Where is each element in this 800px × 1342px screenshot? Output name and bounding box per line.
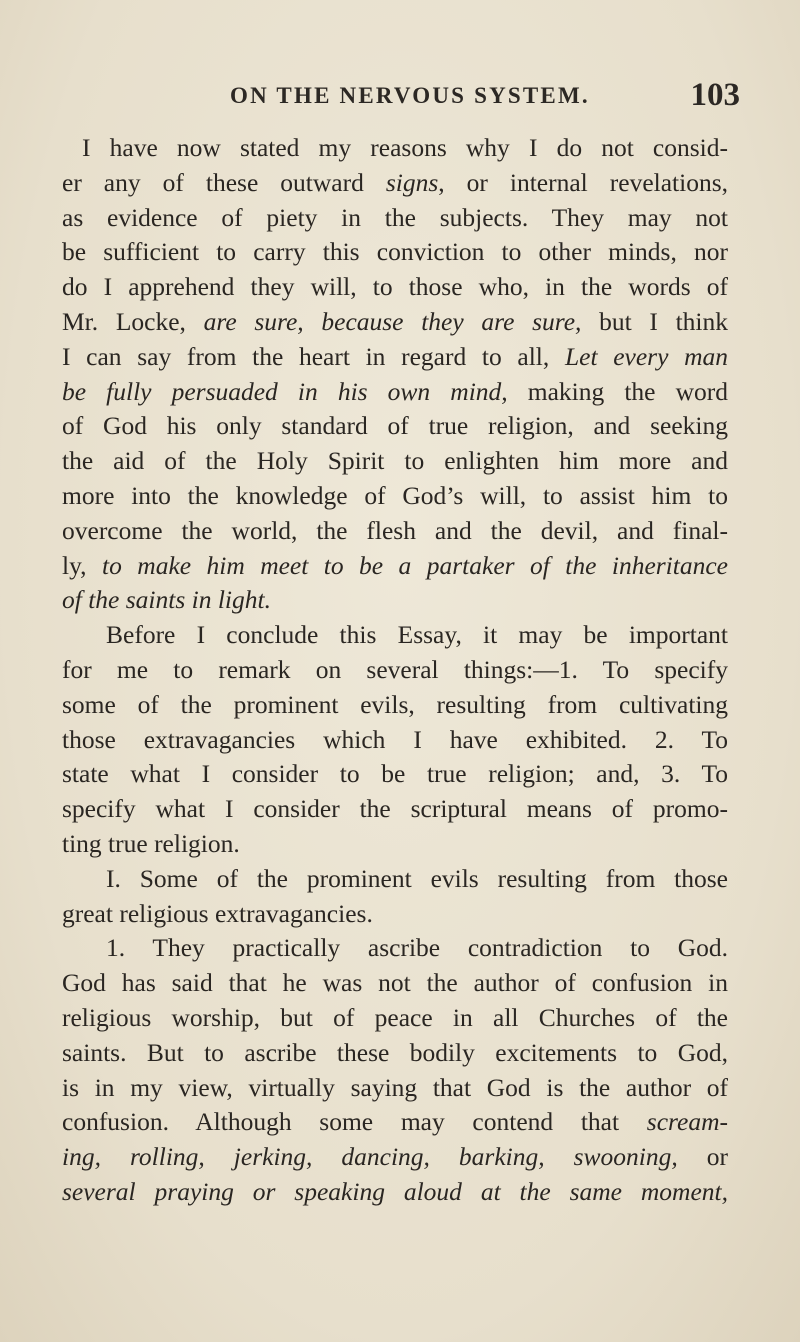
italic-phrase: to make him meet to be a partaker of the inheritance (102, 550, 728, 580)
text-line: do I apprehend they will, to those who, in the words of (62, 272, 728, 302)
text-line: some of the prominent evils, resulting from cultivating (62, 689, 728, 719)
text-line: I have now stated my reasons why I do not consid- (82, 133, 728, 162)
text-line: is in my view, virtually saying that God is the author of (62, 1072, 728, 1102)
text-line: of God his only standard of true religion, and seeking (62, 411, 728, 441)
text-line: state what I consider to be true religion; and, 3. To (62, 759, 728, 789)
italic-phrase: several praying or speaking aloud at the same moment, (62, 1176, 728, 1206)
text-line: Mr. Locke, are sure, because they are sure, but I think (62, 306, 728, 336)
text-line: I can say from the heart in regard to all, Let every man (62, 341, 728, 371)
text-line: Before I conclude this Essay, it may be important (106, 620, 728, 650)
text-line: specify what I consider the scriptural means of promo- (62, 794, 728, 824)
italic-phrase: ing, rolling, jerking, dancing, barking, swooning, (62, 1142, 678, 1172)
text-line: more into the knowledge of God’s will, to assist him to (62, 480, 728, 510)
italic-phrase: be fully persuaded in his own mind, (62, 376, 508, 406)
text-line: for me to remark on several things:—1. To specify (62, 654, 728, 684)
text-line: be sufficient to carry this conviction to other minds, nor (62, 237, 728, 267)
text-line: overcome the world, the flesh and the devil, and final- (62, 515, 728, 545)
text-line: great religious extravagancies. (62, 898, 373, 928)
text-line: God has said that he was not the author of confusion in (62, 968, 728, 998)
text-line: ly, to make him meet to be a partaker of the inheritance (62, 550, 728, 580)
text-line: saints. But to ascribe these bodily excitements to God, (62, 1037, 728, 1067)
body-text (62, 131, 728, 1210)
text-line: ing, rolling, jerking, dancing, barking, swooning, or (62, 1142, 728, 1172)
text-line: religious worship, but of peace in all Churches of the (62, 1002, 728, 1032)
text-line: as evidence of piety in the subjects. They may not (62, 202, 728, 232)
text-line: ting true religion. (62, 828, 240, 858)
text-line: er any of these outward signs, or internal revelations, (62, 167, 729, 197)
text-line (62, 583, 728, 618)
running-head (92, 77, 740, 119)
page-number: 103 (690, 77, 740, 113)
italic-phrase: signs (385, 167, 439, 197)
italic-phrase: Let every man (564, 341, 728, 371)
italic-phrase: are sure, because they are sure, (203, 306, 582, 336)
running-title: ON THE NERVOUS SYSTEM. (230, 83, 590, 108)
italic-phrase: scream- (646, 1107, 728, 1137)
text-line: 1. They practically ascribe contradiction to God. (106, 933, 728, 963)
text-line: those extravagancies which I have exhibited. 2. To (62, 724, 728, 754)
text-line (62, 1175, 728, 1210)
text-line: be fully persuaded in his own mind, making the word (62, 376, 728, 406)
text-line: the aid of the Holy Spirit to enlighten him more and (62, 446, 728, 476)
text-line: confusion. Although some may contend that scream- (62, 1107, 728, 1137)
italic-phrase: of the saints in light. (62, 585, 271, 615)
text-line: I. Some of the prominent evils resulting from those (106, 863, 728, 893)
